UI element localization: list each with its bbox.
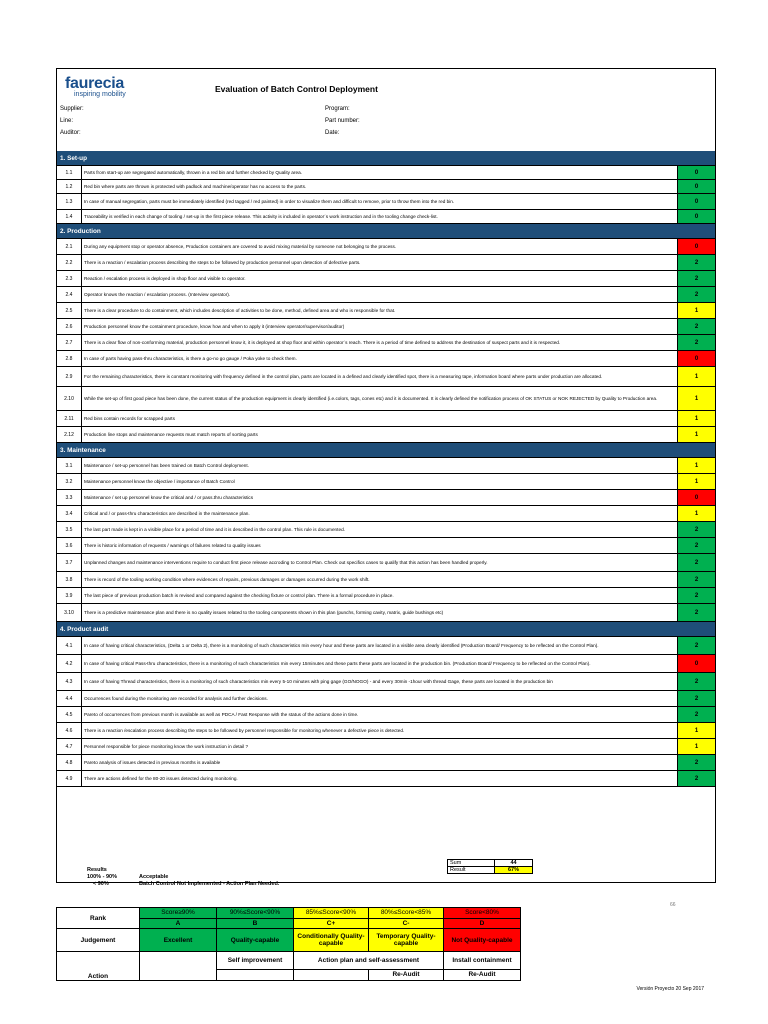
checklist-row xyxy=(57,655,715,673)
item-score: 2 xyxy=(678,572,715,587)
action-a-empty xyxy=(140,952,217,981)
summary-box xyxy=(447,859,533,874)
item-score: 2 xyxy=(678,637,715,654)
checklist-row xyxy=(57,474,715,490)
letter-a: A xyxy=(140,918,217,929)
item-number: 2.8 xyxy=(57,351,82,366)
item-score: 1 xyxy=(678,367,715,386)
item-score: 1 xyxy=(678,303,715,318)
item-number: 4.1 xyxy=(57,637,82,654)
score-b: 90%≤Score<90% xyxy=(217,908,294,919)
checklist-row xyxy=(57,538,715,554)
checklist-row xyxy=(57,554,715,572)
item-number: 2.9 xyxy=(57,367,82,386)
item-number: 2.4 xyxy=(57,287,82,302)
item-score: 0 xyxy=(678,166,715,179)
item-number: 2.1 xyxy=(57,239,82,254)
judgement-cplus: Conditionally Quality-capable xyxy=(294,929,369,952)
judgement-a: Excellent xyxy=(140,929,217,952)
item-text: In case of having critical characteristics, (Delta 1 or Delta 2), there is a monitoring of such characteristics min every hour and these parts are located in a visible area clearly identified (Production Board/ Frequency to be reflected on the Control Plan). xyxy=(82,637,678,654)
item-number: 3.3 xyxy=(57,490,82,505)
item-text: There is record of the tooling working condition where evidences of repairs, previous damages or damages occurred during the work shift. xyxy=(82,572,678,587)
checklist-row xyxy=(57,604,715,622)
checklist-row xyxy=(57,490,715,506)
rank-label: Rank xyxy=(57,908,140,929)
action-self-improvement: Self improvement xyxy=(217,952,294,970)
item-number: 4.5 xyxy=(57,707,82,722)
page-title: Evaluation of Batch Control Deployment xyxy=(215,84,378,94)
range-acceptable: 100% - 90% xyxy=(87,874,117,880)
letter-cplus: C+ xyxy=(294,918,369,929)
results-legend xyxy=(87,867,279,888)
item-text: While the set-up of first good piece has been done, the current status of the production equipment is clearly identified (i.e.colors, tags, cones etc) and it is documented. It is clearly defined the notification process of OK STATUS or NOK REJECTED by Quality to Production area. xyxy=(82,387,678,410)
item-text: There is historic information of requests / warnings of failures related to quality issues xyxy=(82,538,678,553)
item-number: 4.8 xyxy=(57,755,82,770)
results-title: Results xyxy=(87,867,107,873)
item-score: 1 xyxy=(678,723,715,738)
result-value: 67% xyxy=(494,867,532,873)
supplier-label: Supplier: xyxy=(60,106,84,112)
item-score: 1 xyxy=(678,506,715,521)
item-score: 0 xyxy=(678,210,715,223)
sum-value: 44 xyxy=(494,860,532,866)
action-reaudit-1: Re-Audit xyxy=(369,969,444,980)
section-header: 3. Maintenance xyxy=(57,443,715,458)
item-text: In case of having critical Pass-thru characteristics, there is a monitoring of such characteristics min every 15minutes and these parts these parts are located in the production bin. (Production Board/ Frequency to be reflected on the Control Plan). xyxy=(82,655,678,672)
checklist xyxy=(57,151,715,787)
item-number: 4.9 xyxy=(57,771,82,786)
checklist-row xyxy=(57,506,715,522)
item-score: 0 xyxy=(678,351,715,366)
item-text: During any equipment stop or operator absence, Production containers are covered to avoid mixing material by someone not belonging to the process. xyxy=(82,239,678,254)
checklist-row xyxy=(57,287,715,303)
item-text: Red bins contain records for scrapped parts xyxy=(82,411,678,426)
item-text: Pareto of occurrences from previous month is available as well as PDCA / Fast Response with the status of the actions done in time. xyxy=(82,707,678,722)
checklist-row xyxy=(57,180,715,194)
checklist-row xyxy=(57,166,715,180)
auditor-label: Auditor: xyxy=(60,130,81,136)
item-number: 2.6 xyxy=(57,319,82,334)
item-number: 1.2 xyxy=(57,180,82,193)
item-text: Production line stops and maintenance requests must match reports of sorting parts xyxy=(82,427,678,442)
item-score: 1 xyxy=(678,458,715,473)
checklist-row xyxy=(57,239,715,255)
item-score: 2 xyxy=(678,522,715,537)
item-text: Red bin where parts are thrown is protected with padlock and machine/operator has no access to the parts. xyxy=(82,180,678,193)
item-text: There is a reaction / escalation process describing the steps to be followed by production personnel upon detection of defective parts. xyxy=(82,255,678,270)
checklist-row xyxy=(57,637,715,655)
item-text: Pareto analysis of issues detected in previous months is available xyxy=(82,755,678,770)
judgement-label: Judgement xyxy=(57,929,140,952)
item-number: 2.12 xyxy=(57,427,82,442)
checklist-row xyxy=(57,194,715,210)
item-number: 4.4 xyxy=(57,691,82,706)
item-number: 3.7 xyxy=(57,554,82,571)
checklist-row xyxy=(57,723,715,739)
section-header: 1. Set-up xyxy=(57,151,715,166)
section-header: 2. Production xyxy=(57,224,715,239)
item-score: 2 xyxy=(678,287,715,302)
program-label: Program: xyxy=(325,106,350,112)
item-score: 2 xyxy=(678,588,715,603)
item-score: 0 xyxy=(678,239,715,254)
item-number: 4.2 xyxy=(57,655,82,672)
checklist-row xyxy=(57,335,715,351)
item-text: Reaction / escalation process is deployed in shop floor and visible to operator. xyxy=(82,271,678,286)
item-number: 3.6 xyxy=(57,538,82,553)
page-number: 66 xyxy=(670,902,676,908)
item-score: 2 xyxy=(678,604,715,621)
label-not-implemented: Batch Control Not Implemented - Action Plan Needed. xyxy=(139,881,280,887)
item-text: The last piece of previous production batch is revised and compared against the checking fixture or control plan. There is a formal procedure in place. xyxy=(82,588,678,603)
item-text: The last part made is kept in a visible place for a period of time and it is described in the control plan. This rule is documented. xyxy=(82,522,678,537)
item-number: 3.9 xyxy=(57,588,82,603)
item-text: Operator knows the reaction / escalation process. (Interview operator). xyxy=(82,287,678,302)
checklist-row xyxy=(57,271,715,287)
checklist-row xyxy=(57,351,715,367)
item-number: 4.7 xyxy=(57,739,82,754)
item-score: 1 xyxy=(678,387,715,410)
item-score: 2 xyxy=(678,335,715,350)
judgement-b: Quality-capable xyxy=(217,929,294,952)
section-header: 4. Product audit xyxy=(57,622,715,637)
item-number: 3.5 xyxy=(57,522,82,537)
item-score: 1 xyxy=(678,739,715,754)
letter-b: B xyxy=(217,918,294,929)
item-text: There is a clear procedure to do containment, which includes description of activities to be done, method, defined area and who is responsible for that. xyxy=(82,303,678,318)
checklist-row xyxy=(57,319,715,335)
checklist-row xyxy=(57,691,715,707)
item-text: Traceability is verified in each change of tooling / set-up in the first piece release. This activity is included in operator´s work instruction and in the tooling change check-list. xyxy=(82,210,678,223)
item-score: 2 xyxy=(678,707,715,722)
item-text: Maintenance / set-up personnel has been trained on Batch Control deployment. xyxy=(82,458,678,473)
checklist-row xyxy=(57,755,715,771)
item-score: 1 xyxy=(678,427,715,442)
item-number: 4.6 xyxy=(57,723,82,738)
item-score: 2 xyxy=(678,319,715,334)
item-number: 3.4 xyxy=(57,506,82,521)
item-text: Maintenance / set up personnel know the critical and / or pass.thru characteristics xyxy=(82,490,678,505)
date-label: Date: xyxy=(325,130,340,136)
item-score: 2 xyxy=(678,554,715,571)
logo-tagline: inspiring mobility xyxy=(74,91,126,98)
item-number: 1.3 xyxy=(57,194,82,209)
checklist-row xyxy=(57,387,715,411)
part-number-label: Part number: xyxy=(325,118,360,124)
item-number: 3.8 xyxy=(57,572,82,587)
checklist-row xyxy=(57,739,715,755)
letter-cminus: C- xyxy=(369,918,444,929)
item-score: 1 xyxy=(678,474,715,489)
checklist-row xyxy=(57,255,715,271)
item-text: In case of having Thread characteristics, there is a monitoring of such characteristics min every 5-10 minutes with ping gage (GO/NOGO) - and every 30min -1hour with thread Gage, these parts are located in the production bin xyxy=(82,673,678,690)
item-number: 3.2 xyxy=(57,474,82,489)
evaluation-sheet xyxy=(56,68,716,887)
item-number: 2.11 xyxy=(57,411,82,426)
score-a: Score≥90% xyxy=(140,908,217,919)
item-text: In case of parts having pass-thru characteristics, is there a go-no go gauge / Poka yoke to check them. xyxy=(82,351,678,366)
checklist-row xyxy=(57,303,715,319)
checklist-row xyxy=(57,522,715,538)
header xyxy=(57,69,715,149)
item-score: 2 xyxy=(678,673,715,690)
item-score: 2 xyxy=(678,271,715,286)
action-cplus-empty xyxy=(294,969,369,980)
version-footer: Versión Proyecto 20 Sep 2017 xyxy=(636,986,704,992)
checklist-row xyxy=(57,210,715,224)
item-score: 2 xyxy=(678,771,715,786)
checklist-row xyxy=(57,572,715,588)
item-text: There is a reaction /escalation process describing the steps to be followed by personnel responsible for monitoring whenever a defective piece is detected. xyxy=(82,723,678,738)
item-text: In case of manual segregation, parts must be immediately identified (red tagged / red painted) in order to visualize them and difficult to remove, prior to throw them into the red bin. xyxy=(82,194,678,209)
faurecia-logo xyxy=(65,75,126,98)
item-score: 1 xyxy=(678,411,715,426)
item-text: Critical and / or pass-thru characteristics are described in the maintenance plan. xyxy=(82,506,678,521)
item-score: 0 xyxy=(678,194,715,209)
item-text: Personnel responsible for piece monitoring know the work instruction in detail ? xyxy=(82,739,678,754)
checklist-row xyxy=(57,771,715,787)
letter-d: D xyxy=(444,918,521,929)
item-score: 0 xyxy=(678,655,715,672)
checklist-row xyxy=(57,673,715,691)
result-label: Result xyxy=(450,867,466,873)
action-plan: Action plan and self-assessment xyxy=(294,952,444,970)
checklist-row xyxy=(57,707,715,723)
item-number: 2.10 xyxy=(57,387,82,410)
item-text: There is a clear flow of non-conforming material, production personnel know it, it is deployed at shop floor and within operator´s reach. There is a period of time defined to address the destination of suspect parts and it is respected. xyxy=(82,335,678,350)
action-b-empty xyxy=(217,969,294,980)
range-not-implemented: < 90% xyxy=(93,881,109,887)
rank-table xyxy=(56,907,521,981)
item-text: Unplanned changes and maintenance interventions require to conduct first piece release accroding to Control Plan. Check out specifics cases to qualify that this action has been handled properly. xyxy=(82,554,678,571)
item-number: 3.10 xyxy=(57,604,82,621)
sum-label: Sum xyxy=(450,860,462,866)
item-score: 0 xyxy=(678,490,715,505)
item-score: 0 xyxy=(678,180,715,193)
item-number: 1.1 xyxy=(57,166,82,179)
action-label: Action xyxy=(57,952,140,981)
item-text: There are actions defined for the 80-20 issues detected during monitoring. xyxy=(82,771,678,786)
item-number: 1.4 xyxy=(57,210,82,223)
checklist-row xyxy=(57,427,715,443)
label-acceptable: Acceptable xyxy=(139,874,169,880)
judgement-d: Not Quality-capable xyxy=(444,929,521,952)
score-d: Score<80% xyxy=(444,908,521,919)
item-number: 2.2 xyxy=(57,255,82,270)
item-number: 3.1 xyxy=(57,458,82,473)
checklist-row xyxy=(57,588,715,604)
judgement-cminus: Temporary Quality-capable xyxy=(369,929,444,952)
action-reaudit-2: Re-Audit xyxy=(444,969,521,980)
item-number: 2.3 xyxy=(57,271,82,286)
item-number: 2.5 xyxy=(57,303,82,318)
checklist-row xyxy=(57,367,715,387)
item-number: 2.7 xyxy=(57,335,82,350)
checklist-row xyxy=(57,458,715,474)
line-label: Line: xyxy=(60,118,74,124)
item-score: 2 xyxy=(678,691,715,706)
score-cminus: 80%≤Score<85% xyxy=(369,908,444,919)
item-score: 2 xyxy=(678,538,715,553)
item-text: Parts from start-up are segregated automatically, thrown in a red bin and further checked by Quality area. xyxy=(82,166,678,179)
item-text: Production personnel know the containment procedure, know how and when to apply it (interview operator/supervisor/auditor) xyxy=(82,319,678,334)
checklist-row xyxy=(57,411,715,427)
item-number: 4.3 xyxy=(57,673,82,690)
item-score: 2 xyxy=(678,255,715,270)
item-text: Maintenance personnel know the objective / importance of Batch Control xyxy=(82,474,678,489)
item-score: 2 xyxy=(678,755,715,770)
logo-text: faurecia xyxy=(65,75,124,92)
item-text: Occurrences found during the monitoring are recorded for analysis and further decisions. xyxy=(82,691,678,706)
item-text: There is a predictive maintenance plan and there is no quality issues related to the tooling components shown in this plan (punchs, forming cavity, matrix, guide bushings etc) xyxy=(82,604,678,621)
score-cplus: 85%≤Score<90% xyxy=(294,908,369,919)
action-containment: Install containment xyxy=(444,952,521,970)
item-text: For the remaining characteristics, there is constant monitoring with frequency defined in the control plan, parts are located in a defined and clearly identified spot, there is a measuring tape, information board where parts under production are allocated. xyxy=(82,367,678,386)
